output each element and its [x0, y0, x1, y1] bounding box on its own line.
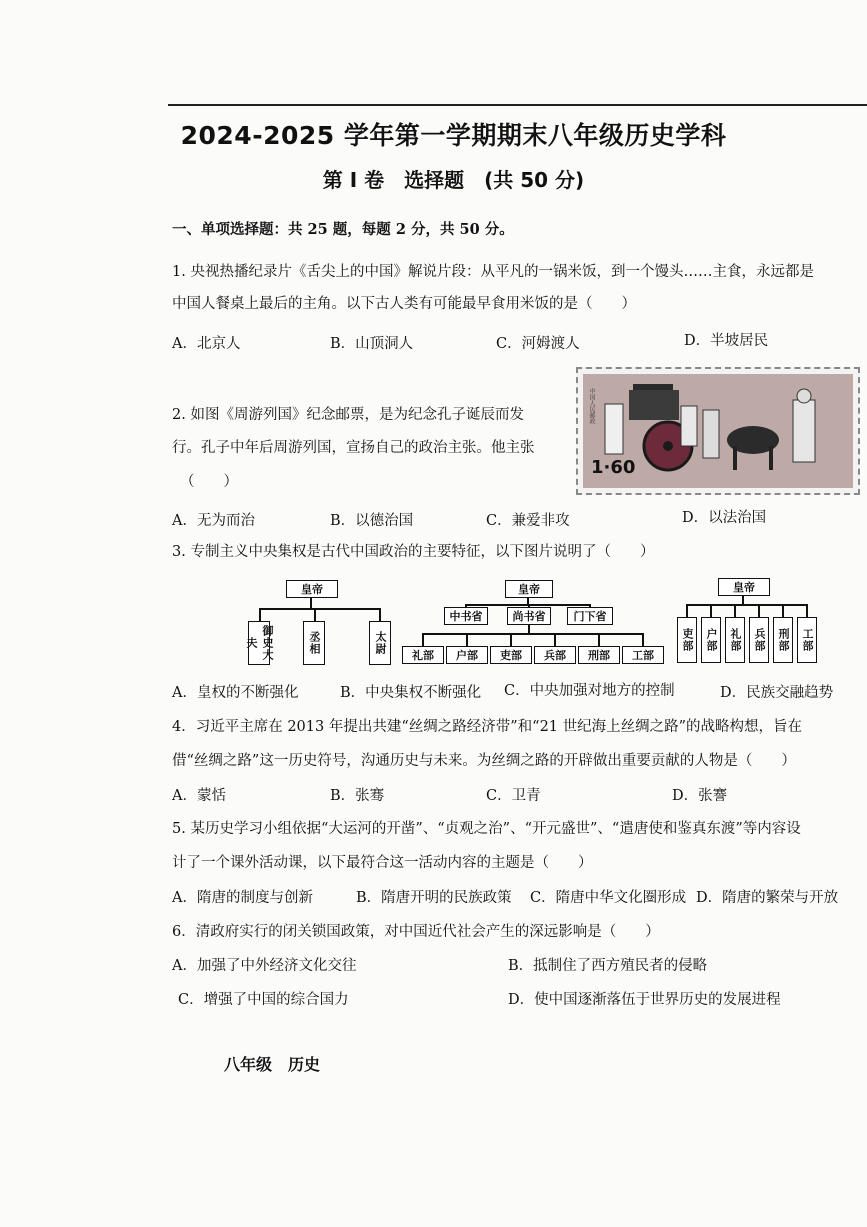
sui-ministry-3: 吏部	[490, 646, 532, 664]
qin-child-1: 御史大夫	[248, 621, 270, 665]
exam-title: 2024-2025 学年第一学期期末八年级历史学科	[180, 121, 727, 150]
top-rule	[168, 104, 867, 106]
sui-mid-1: 中书省	[444, 607, 488, 625]
qin-emperor-box: 皇帝	[286, 580, 338, 598]
exam-subtitle: 第 I 卷 选择题 (共 50 分)	[322, 168, 585, 192]
q5-option-a[interactable]: A．隋唐的制度与创新	[172, 890, 313, 906]
question-3-line-1: 3. 专制主义中央集权是古代中国政治的主要特征，以下图片说明了（ ）	[172, 544, 655, 560]
ming-ministry-1: 吏部	[677, 617, 697, 663]
q2-option-c[interactable]: C．兼爱非攻	[486, 513, 570, 529]
stamp-price: 1·60	[591, 457, 636, 478]
sui-ministry-4: 兵部	[534, 646, 576, 664]
ming-ministry-2: 户部	[701, 617, 721, 663]
q1-option-c[interactable]: C．河姆渡人	[496, 336, 580, 352]
q5-option-d[interactable]: D．隋唐的繁荣与开放	[696, 890, 839, 906]
confucius-stamp-image	[576, 367, 860, 495]
q6-option-c[interactable]: C．增强了中国的综合国力	[178, 992, 349, 1008]
section-heading: 一、单项选择题：共 25 题，每题 2 分，共 50 分。	[172, 221, 514, 238]
q1-option-b[interactable]: B．山顶洞人	[330, 336, 414, 352]
question-5-line-1: 5. 某历史学习小组依据“大运河的开凿”、“贞观之治”、“开元盛世”、“遣唐使和鉴真东渡”等内容设	[172, 821, 801, 837]
ming-ministry-4: 兵部	[749, 617, 769, 663]
q2-option-b[interactable]: B．以德治国	[330, 513, 414, 529]
sui-ministry-2: 户部	[446, 646, 488, 664]
ming-emperor-box: 皇帝	[718, 578, 770, 596]
q4-option-c[interactable]: C．卫青	[486, 788, 541, 804]
q4-option-b[interactable]: B．张骞	[330, 788, 385, 804]
sui-mid-2: 尚书省	[507, 607, 551, 625]
qin-child-3: 太尉	[369, 621, 391, 665]
q6-option-b[interactable]: B．抵制住了西方殖民者的侵略	[508, 958, 708, 974]
question-4-line-1: 4．习近平主席在 2013 年提出共建“丝绸之路经济带”和“21 世纪海上丝绸之路”的战略构想，旨在	[172, 719, 803, 735]
q3-option-b[interactable]: B．中央集权不断强化	[340, 685, 482, 701]
q4-option-d[interactable]: D．张謇	[672, 788, 728, 804]
question-1-line-1: 1. 央视热播纪录片《舌尖上的中国》解说片段：从平凡的一锅米饭，到一个馒头……主食，永远都是	[172, 264, 814, 280]
ming-ministry-3: 礼部	[725, 617, 745, 663]
q5-option-b[interactable]: B．隋唐开明的民族政策	[356, 890, 512, 906]
ming-ministry-6: 工部	[797, 617, 817, 663]
q2-option-a[interactable]: A．无为而治	[172, 513, 255, 529]
q3-option-d[interactable]: D．民族交融趋势	[720, 685, 834, 701]
sui-mid-3: 门下省	[567, 607, 613, 625]
sui-ministry-5: 刑部	[578, 646, 620, 664]
question-2-line-1: 2. 如图《周游列国》纪念邮票，是为纪念孔子诞辰而发	[172, 407, 524, 423]
question-2-line-2: 行。孔子中年后周游列国，宣扬自己的政治主张。他主张	[172, 440, 535, 456]
stamp-country-text: 中国人民邮政	[588, 388, 595, 424]
q3-option-a[interactable]: A．皇权的不断强化	[172, 685, 299, 701]
q5-option-c[interactable]: C．隋唐中华文化圈形成	[530, 890, 687, 906]
q1-option-d[interactable]: D．半坡居民	[684, 333, 769, 349]
q6-option-a[interactable]: A．加强了中外经济文化交往	[172, 958, 357, 974]
sui-ministry-1: 礼部	[402, 646, 444, 664]
q2-option-d[interactable]: D．以法治国	[682, 510, 767, 526]
sui-ministry-6: 工部	[622, 646, 664, 664]
q6-option-d[interactable]: D．使中国逐渐落伍于世界历史的发展进程	[508, 992, 781, 1008]
question-5-line-2: 计了一个课外活动课，以下最符合这一活动内容的主题是（ ）	[172, 855, 593, 871]
ming-ministry-5: 刑部	[773, 617, 793, 663]
sui-emperor-box: 皇帝	[505, 580, 553, 598]
question-1-line-2: 中国人餐桌上最后的主角。以下古人类有可能最早食用米饭的是（ ）	[172, 296, 636, 312]
q1-option-a[interactable]: A．北京人	[172, 336, 241, 352]
qin-child-2: 丞相	[303, 621, 325, 665]
question-4-line-2: 借“丝绸之路”这一历史符号，沟通历史与未来。为丝绸之路的开辟做出重要贡献的人物是（ ）	[172, 753, 796, 769]
page-footer: 八年级 历史	[224, 1055, 321, 1074]
q4-option-a[interactable]: A．蒙恬	[172, 788, 226, 804]
q3-option-c[interactable]: C．中央加强对地方的控制	[504, 683, 675, 699]
question-6-line-1: 6．清政府实行的闭关锁国政策，对中国近代社会产生的深远影响是（ ）	[172, 924, 660, 940]
question-2-line-3: （ ）	[180, 474, 238, 490]
